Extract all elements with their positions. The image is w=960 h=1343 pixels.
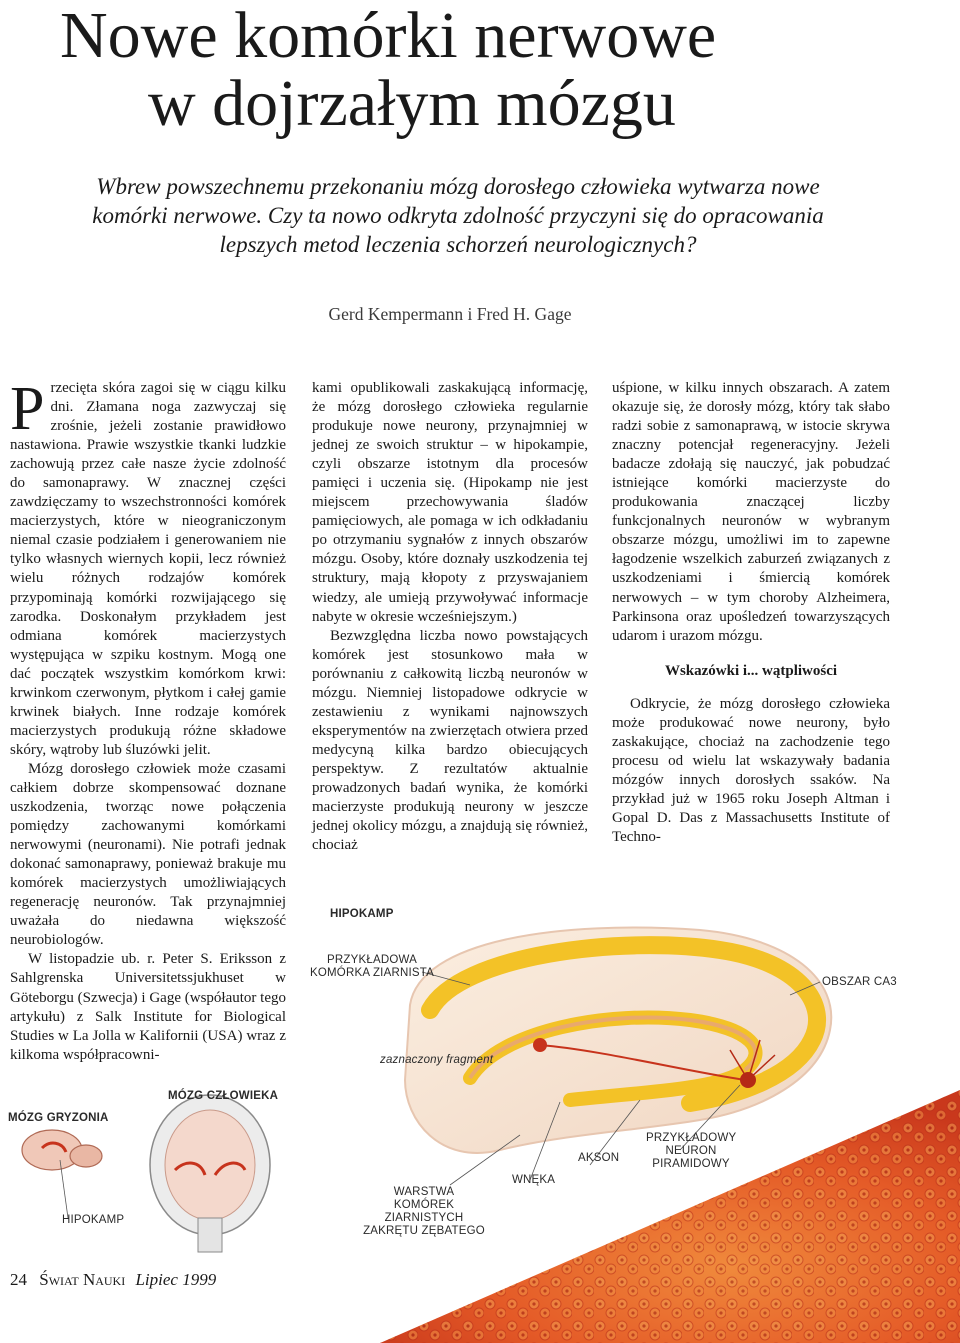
- issue-date: Lipiec 1999: [135, 1270, 217, 1289]
- label-fragment: zaznaczony fragment: [380, 1054, 494, 1066]
- label-human-brain: MÓZG CZŁOWIEKA: [168, 1090, 279, 1102]
- label-hipokamp: HIPOKAMP: [330, 908, 394, 920]
- label-hipokamp-small: HIPOKAMP: [62, 1214, 125, 1226]
- drop-cap: P: [10, 375, 45, 443]
- human-brain-drawing: [150, 1095, 270, 1252]
- title-line-1: Nowe komórki nerwowe: [60, 0, 717, 72]
- paragraph: uśpione, w kilku innych obszarach. A zatem okazuje się, że dorosły mózg, który tak słabo radzi sobie z samonaprawą, w istocie skrywa znaczny potencjał regeneracyjny. Jeżeli badacze zdołają się nauczyć, jak pobudzać istniejące komórki macierzyste do produkowania znaczącej liczby funkcjonalnych neuronów w wybranym obszarze mózgu, umożliwi im to zapewne łagodzenie wszelkich zaburzeń związanych z uszkodzeniami i śmiercią komórek nerwowych – w tym choroby Alzheimera, Parkinsona oraz upośledzeń towarzyszących udarom i urazom mózgu.: [612, 380, 890, 644]
- text-column-2: [312, 379, 588, 855]
- paragraph: Mózg dorosłego człowiek może czasami całkiem dobrze skompensować doznane uszkodzenia, tworząc nowe połączenia pomiędzy zachowanymi komórkami nerwowymi (neuronami). Nie potrafi jednak dokonać samonaprawy, ponieważ brakuje mu komórek macierzystych umożliwiających regenerację neuronów. Tak przynajmniej uważała do niedawna większość neurobiologów.: [10, 760, 286, 949]
- label-hilus: WNĘKA: [512, 1174, 556, 1186]
- paragraph: Odkrycie, że mózg dorosłego człowieka może produkować nowe neurony, było zaskakujące, chociaż na zachodzenie tego procesu od wielu lat wskazywały badania mózgów innych dorosłych ssaków. Na przykład już w 1965 roku Joseph Altman i Gopal D. Das z Massachusetts Institute of Techno-: [612, 695, 890, 846]
- magazine-name: Świat Nauki: [39, 1270, 126, 1289]
- article-authors: Gerd Kempermann i Fred H. Gage: [328, 304, 572, 324]
- article-lead: Wbrew powszechnemu przekonaniu mózg dorosłego człowieka wytwarza nowe komórki nerwowe. Czy ta nowo odkryta zdolność przyczyni się do opracowania lepszych metod leczenia schorzeń neurologicznych?: [92, 174, 824, 257]
- label-ca3: OBSZAR CA3: [822, 976, 897, 988]
- rat-brain-drawing: [22, 1130, 102, 1170]
- paragraph: rzecięta skóra zagoi się w ciągu kilku dni. Złamana noga zazwyczaj się zrośnie, jeżeli zostanie prawidłowo nastawiona. Prawie wszystkie tkanki ludzkie zachowują przez całe nasze życie zdolność do samonaprawy. W znacznej części zawdzięczamy to wszechstronności komórek macierzystych, które w nieograniczonym niemal czasie podziałem i generowaniem nie tylko własnych wiernych kopii, lecz również wielu różnych rodzajów komórek przypominają komórki rozwijającego się zarodka. Doskonałym przykładem jest odmiana komórek macierzystych występująca w szpiku kostnym. Mogą one dać początek wszystkim komórkom krwi: krwinkom czerwonym, płytkom i całej gamie krwinek białych. Inne rodzaje komórek macierzystych produkują różne składowe skóry, wątroby lub śluzówki jelit.: [10, 380, 286, 758]
- text-column-3: [612, 379, 890, 847]
- label-axon: AKSON: [578, 1152, 620, 1164]
- paragraph: Bezwzględna liczba nowo powstających komórek jest stosunkowo mała w porównaniu z całkowitą liczbą neuronów w mózgu. Niemniej listopadowe odkrycie w zestawieniu z wynikami najnowszych eksperymentów na zwierzętach otwiera przed medycyną kilka bardzo obiecujących perspektyw. Z rezultatów aktualnie prowadzonych badań wynika, że komórki macierzyste produkują neurony w jeszcze jednej okolicy mózgu, a znajdują się również, chociaż: [312, 627, 588, 854]
- paragraph: W listopadzie ub. r. Peter S. Eriksson z Sahlgrenska Universitetssjukhuset w Göteborgu (Szwecja) i Gage (współautor tego artykułu) z Salk Institute for Biological Studies w La Jolla w Kalifornii (USA) wraz z kilkoma współpracowni-: [10, 951, 286, 1063]
- label-granule-cell: PRZYKŁADOWA KOMÓRKA ZIARNISTA: [310, 954, 434, 979]
- section-subheading: Wskazówki i... wątpliwości: [664, 662, 838, 679]
- label-granule-layer: WARSTWA KOMÓREK ZIARNISTYCH ZAKRĘTU ZĘBATEGO: [363, 1186, 485, 1237]
- label-pyramidal: PRZYKŁADOWY NEURON PIRAMIDOWY: [646, 1132, 737, 1170]
- article-title: [60, 2, 920, 138]
- paragraph: kami opublikowali zaskakującą informację, że mózg dorosłego człowieka regularnie produkuje nowe neurony, przynajmniej w jednej ze swoich struktur – w hipokampie, czyli obszarze istotnym dla procesów pamięci i uczenia się. (Hipokamp nie jest miejscem przechowywania śladów pamięciowych, ale pomaga w ich odkładaniu po otrzymaniu sygnałów z innych obszarów mózgu. Osoby, które doznały uszkodzenia tej struktury, mają kłopoty z przyswajaniem wiedzy, ale umieją przywoływać informacje nabyte w okresie wcześniejszym.): [312, 380, 588, 625]
- label-rat-brain: MÓZG GRYZONIA: [8, 1112, 109, 1124]
- title-line-2: w dojrzałym mózgu: [148, 67, 676, 140]
- page-footer: [10, 1270, 216, 1290]
- page-number: 24: [10, 1270, 27, 1289]
